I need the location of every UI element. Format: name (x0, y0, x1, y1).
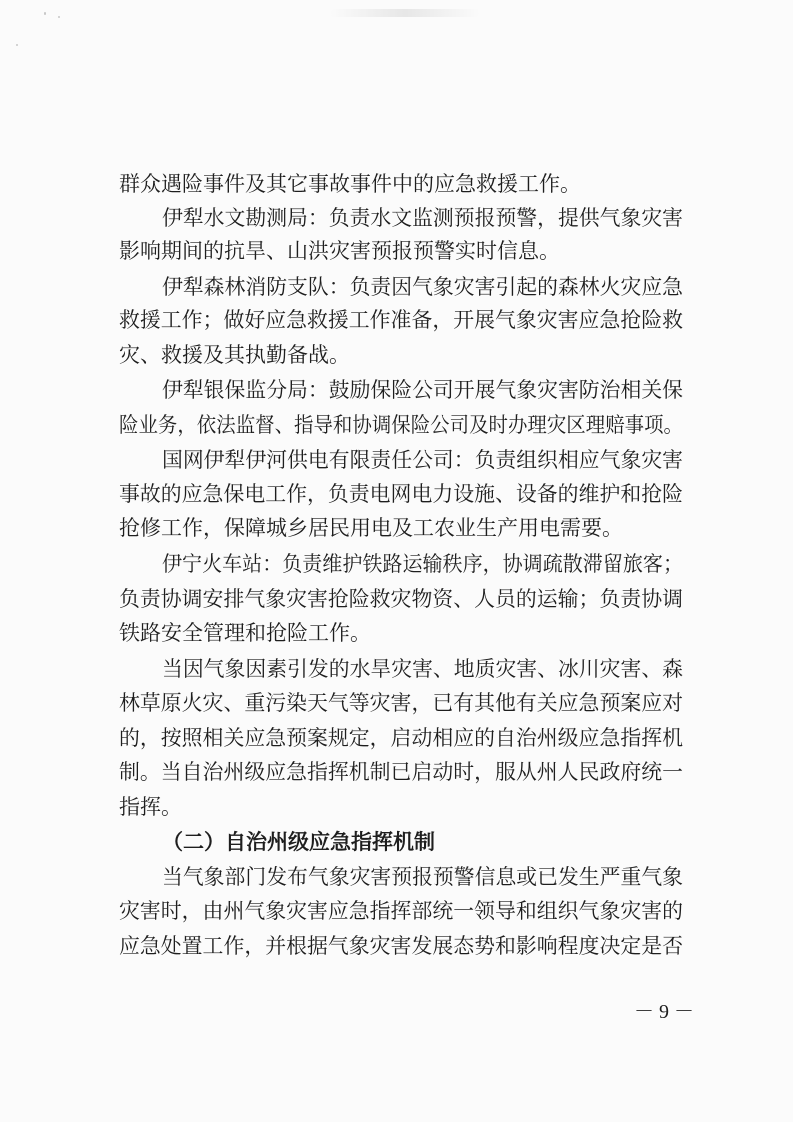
text-line: 负责协调安排气象灾害抢险救灾物资、人员的运输；负责协调 (119, 587, 683, 611)
scan-speck (58, 16, 60, 18)
text-line: 应急处置工作，并根据气象灾害发展态势和影响程度决定是否 (119, 934, 683, 958)
text-line: 群众遇险事件及其它事故事件中的应急救援工作。 (119, 172, 581, 196)
scan-smudge (330, 9, 480, 17)
text-line: 伊犁森林消防支队：负责因气象灾害引起的森林火灾应急 (162, 275, 684, 299)
text-line: 抢修工作，保障城乡居民用电及工农业生产用电需要。 (119, 516, 623, 540)
text-line: 事故的应急保电工作，负责电网电力设施、设备的维护和抢险 (119, 482, 683, 506)
text-line: 国网伊犁伊河供电有限责任公司：负责组织相应气象灾害 (162, 448, 684, 472)
text-line: 林草原火灾、重污染天气等灾害，已有其他有关应急预案应对 (119, 691, 683, 715)
text-line: 当气象部门发布气象灾害预报预警信息或已发生严重气象 (162, 865, 684, 889)
text-line: 当因气象因素引发的水旱灾害、地质灾害、冰川灾害、森 (162, 657, 684, 681)
text-line: 灾害时，由州气象灾害应急指挥部统一领导和组织气象灾害的 (119, 899, 683, 923)
text-line: 影响期间的抗旱、山洪灾害预报预警实时信息。 (119, 239, 560, 263)
text-line: 的，按照相关应急预案规定，启动相应的自治州级应急指挥机 (119, 726, 683, 750)
text-line: 伊犁银保监分局：鼓励保险公司开展气象灾害防治相关保 (162, 378, 684, 402)
scan-speck (44, 12, 46, 15)
text-line: 险业务，依法监督、指导和协调保险公司及时办理灾区理赔事项。 (119, 413, 683, 437)
text-line: 制。当自治州级应急指挥机制已启动时，服从州人民政府统一 (119, 760, 683, 784)
text-line: 伊犁水文勘测局：负责水文监测预报预警，提供气象灾害 (162, 206, 684, 230)
page-number: － 9 － (634, 1001, 694, 1023)
text-line: 救援工作；做好应急救援工作准备，开展气象灾害应急抢险救 (119, 308, 683, 332)
scan-speck (16, 44, 18, 46)
text-line: 伊宁火车站：负责维护铁路运输秩序，协调疏散滞留旅客； (162, 552, 683, 576)
text-line: 指挥。 (119, 795, 182, 819)
section-heading: （二）自治州级应急指挥机制 (162, 830, 435, 854)
text-line: 铁路安全管理和抢险工作。 (119, 621, 371, 645)
text-line: 灾、救援及其执勤备战。 (119, 343, 350, 367)
